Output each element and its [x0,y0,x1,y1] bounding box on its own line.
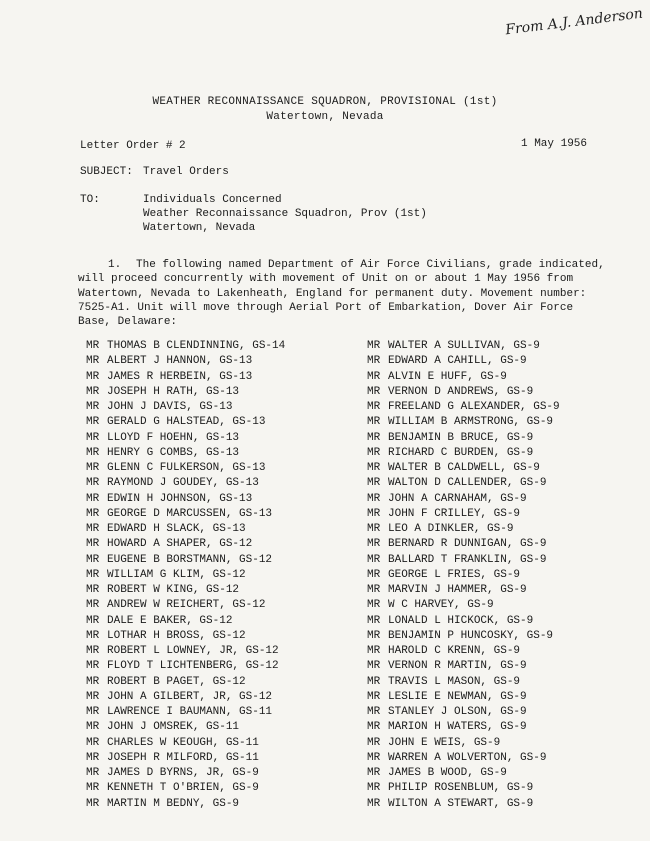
personnel-name: RAYMOND J GOUDEY, GS-13 [107,477,259,490]
personnel-name: LESLIE E NEWMAN, GS-9 [388,690,527,703]
personnel-entry [367,598,637,613]
subject-value: Travel Orders [143,166,229,178]
personnel-title: MR [86,584,100,596]
personnel-title: MR [367,584,381,596]
personnel-title: MR [367,645,381,657]
personnel-name: EDWIN H JOHNSON, GS-13 [107,492,253,505]
personnel-title: MR [86,538,100,551]
personnel-entry [367,339,637,354]
personnel-entry [367,629,637,644]
personnel-title: MR [86,645,100,657]
to-line: Individuals Concerned [143,194,282,206]
personnel-entry [367,461,637,476]
personnel-entry [367,797,637,812]
personnel-name: PHILIP ROSENBLUM, GS-9 [388,782,534,795]
personnel-name: ROBERT B PAGET, GS-12 [107,675,246,688]
personnel-entry [367,675,637,690]
personnel-name: EDWARD A CAHILL, GS-9 [388,355,527,368]
personnel-title: MR [367,751,381,764]
personnel-title: MR [367,416,381,429]
personnel-name: ROBERT L LOWNEY, JR, GS-12 [107,645,279,657]
document-title: WEATHER RECONNAISSANCE SQUADRON, PROVISIONAL (1st) [152,96,498,108]
personnel-title: MR [367,523,381,535]
personnel-entry [86,675,356,690]
personnel-entry [86,736,356,751]
personnel-title: MR [367,767,381,779]
personnel-name: JOHN A CARNAHAM, GS-9 [388,492,527,505]
personnel-entry [86,400,356,415]
personnel-name: WARREN A WOLVERTON, GS-9 [388,751,547,764]
personnel-entry [86,492,356,507]
personnel-name: LONALD L HICKOCK, GS-9 [388,614,534,627]
paragraph-number: 1. [108,259,122,271]
personnel-entry [367,781,637,796]
personnel-title: MR [367,538,381,551]
personnel-title: MR [86,446,100,459]
personnel-entry [367,659,637,674]
personnel-entry [367,553,637,568]
personnel-entry [86,659,356,674]
personnel-name: ALVIN E HUFF, GS-9 [388,370,507,383]
personnel-entry [86,568,356,583]
personnel-name: HAROLD C KRENN, GS-9 [388,645,521,657]
personnel-title: MR [86,767,100,779]
personnel-name: GEORGE D MARCUSSEN, GS-13 [107,507,273,520]
personnel-name: DALE E BAKER, GS-12 [107,614,233,627]
personnel-name: BENJAMIN B BRUCE, GS-9 [388,431,534,444]
personnel-entry [367,644,637,659]
personnel-name: RICHARD C BURDEN, GS-9 [388,446,534,459]
personnel-title: MR [367,721,381,734]
personnel-title: MR [367,660,381,673]
personnel-title: MR [86,660,100,673]
personnel-name: JOSEPH H RATH, GS-13 [107,385,240,398]
personnel-name: GERALD G HALSTEAD, GS-13 [107,416,266,429]
personnel-entry [86,461,356,476]
personnel-name: JAMES D BYRNS, JR, GS-9 [107,767,259,779]
document-location: Watertown, Nevada [266,111,384,123]
order-date: 1 May 1956 [521,138,588,150]
personnel-title: MR [367,614,381,627]
personnel-name: JAMES R HERBEIN, GS-13 [107,370,253,383]
personnel-name: JAMES B WOOD, GS-9 [388,767,507,779]
personnel-name: JOHN F CRILLEY, GS-9 [388,507,521,520]
personnel-name: LEO A DINKLER, GS-9 [388,523,514,535]
personnel-title: MR [86,523,100,535]
personnel-name: THOMAS B CLENDINNING, GS-14 [107,340,286,352]
personnel-entry [86,751,356,766]
personnel-entry [367,415,637,430]
personnel-name: WILLIAM G KLIM, GS-12 [107,568,246,581]
personnel-entry [367,705,637,720]
personnel-name: WILTON A STEWART, GS-9 [388,797,534,810]
personnel-name: WILLIAM B ARMSTRONG, GS-9 [388,416,554,429]
personnel-name: KENNETH T O'BRIEN, GS-9 [107,782,259,795]
personnel-entry [86,766,356,781]
personnel-entry [367,385,637,400]
personnel-name: BENJAMIN P HUNCOSKY, GS-9 [388,629,554,642]
personnel-title: MR [86,492,100,505]
personnel-entry [86,446,356,461]
personnel-entry [367,614,637,629]
personnel-name: BALLARD T FRANKLIN, GS-9 [388,553,547,566]
personnel-entry [367,736,637,751]
personnel-title: MR [86,401,100,413]
personnel-title: MR [367,385,381,398]
personnel-title: MR [367,706,381,718]
personnel-title: MR [367,507,381,520]
personnel-title: MR [86,385,100,398]
personnel-entry [367,492,637,507]
personnel-name: LLOYD F HOEHN, GS-13 [107,431,240,444]
personnel-entry [86,705,356,720]
personnel-title: MR [367,782,381,795]
personnel-entry [86,720,356,735]
personnel-entry [367,476,637,491]
to-line: Watertown, Nevada [143,222,256,234]
personnel-entry [86,507,356,522]
personnel-entry [86,522,356,537]
personnel-title: MR [367,431,381,444]
personnel-entry [367,766,637,781]
personnel-title: MR [367,355,381,368]
personnel-entry [86,370,356,385]
personnel-entry [367,507,637,522]
personnel-name: ALBERT J HANNON, GS-13 [107,355,253,368]
personnel-title: MR [86,355,100,368]
personnel-title: MR [86,614,100,627]
personnel-title: MR [367,568,381,581]
personnel-entry [367,522,637,537]
personnel-title: MR [86,690,100,703]
personnel-entry [86,385,356,400]
paragraph-text: The following named Department of Air Force Civilians, grade indicated, will proceed concurrently with movement of Unit on or about 1 May 1956 from Watertown, Nevada to Lakenheath, England for permanent duty. Movement number: 7525-A1. Unit will move through Aerial Port of Embarkation, Dover Air Force Base, Delaware: [78,259,605,329]
personnel-name: LOTHAR H BROSS, GS-12 [107,629,246,642]
personnel-name: VERNON R MARTIN, GS-9 [388,660,527,673]
personnel-title: MR [86,477,100,490]
personnel-title: MR [367,462,381,474]
personnel-title: MR [86,706,100,718]
personnel-entry [86,629,356,644]
personnel-name: MARTIN M BEDNY, GS-9 [107,797,240,810]
personnel-entry [367,690,637,705]
personnel-title: MR [367,492,381,505]
personnel-name: HENRY G COMBS, GS-13 [107,446,240,459]
personnel-title: MR [86,416,100,429]
personnel-title: MR [86,629,100,642]
personnel-entry [86,339,356,354]
personnel-name: WALTER B CALDWELL, GS-9 [388,462,540,474]
personnel-name: JOHN A GILBERT, JR, GS-12 [107,690,273,703]
personnel-entry [367,354,637,369]
personnel-title: MR [86,782,100,795]
personnel-title: MR [86,751,100,764]
personnel-name: FLOYD T LICHTENBERG, GS-12 [107,660,279,673]
personnel-title: MR [86,431,100,444]
personnel-name: WALTER A SULLIVAN, GS-9 [388,340,540,352]
personnel-name: HOWARD A SHAPER, GS-12 [107,538,253,551]
personnel-title: MR [367,370,381,383]
personnel-title: MR [86,721,100,734]
personnel-title: MR [367,340,381,352]
personnel-title: MR [367,629,381,642]
personnel-title: MR [86,507,100,520]
personnel-entry [86,598,356,613]
personnel-name: MARVIN J HAMMER, GS-9 [388,584,527,596]
personnel-name: LAWRENCE I BAUMANN, GS-11 [107,706,273,718]
personnel-list-right [367,339,637,812]
personnel-name: TRAVIS L MASON, GS-9 [388,675,521,688]
personnel-name: W C HARVEY, GS-9 [388,599,494,612]
personnel-list-left [86,339,356,812]
personnel-entry [86,644,356,659]
personnel-title: MR [86,599,100,612]
personnel-title: MR [86,797,100,810]
personnel-name: BERNARD R DUNNIGAN, GS-9 [388,538,547,551]
to-line: Weather Reconnaissance Squadron, Prov (1st) [143,208,427,220]
personnel-name: JOSEPH R MILFORD, GS-11 [107,751,259,764]
personnel-name: MARION H WATERS, GS-9 [388,721,527,734]
personnel-entry [367,583,637,598]
personnel-name: WALTON D CALLENDER, GS-9 [388,477,547,490]
personnel-entry [367,400,637,415]
personnel-entry [367,537,637,552]
to-label: TO: [80,194,100,206]
personnel-title: MR [367,446,381,459]
personnel-entry [86,553,356,568]
personnel-title: MR [86,675,100,688]
personnel-name: EDWARD H SLACK, GS-13 [107,523,246,535]
personnel-entry [367,720,637,735]
personnel-entry [367,446,637,461]
personnel-title: MR [367,736,381,749]
personnel-title: MR [367,675,381,688]
personnel-entry [86,476,356,491]
personnel-name: VERNON D ANDREWS, GS-9 [388,385,534,398]
personnel-name: ROBERT W KING, GS-12 [107,584,240,596]
personnel-title: MR [86,462,100,474]
personnel-entry [367,751,637,766]
personnel-entry [86,614,356,629]
personnel-entry [86,781,356,796]
personnel-name: CHARLES W KEOUGH, GS-11 [107,736,259,749]
personnel-entry [367,431,637,446]
personnel-entry [86,431,356,446]
personnel-entry [86,583,356,598]
personnel-entry [86,354,356,369]
personnel-entry [367,568,637,583]
personnel-title: MR [86,370,100,383]
subject-label: SUBJECT: [80,166,133,178]
personnel-title: MR [86,340,100,352]
personnel-title: MR [367,477,381,490]
personnel-name: ANDREW W REICHERT, GS-12 [107,599,266,612]
personnel-name: GLENN C FULKERSON, GS-13 [107,462,266,474]
personnel-title: MR [86,568,100,581]
personnel-entry [367,370,637,385]
personnel-name: EUGENE B BORSTMANN, GS-12 [107,553,273,566]
personnel-entry [86,690,356,705]
personnel-name: GEORGE L FRIES, GS-9 [388,568,521,581]
letter-order-number: Letter Order # 2 [80,140,186,152]
personnel-name: JOHN J OMSREK, GS-11 [107,721,240,734]
personnel-name: JOHN J DAVIS, GS-13 [107,401,233,413]
handwritten-annotation: From A.J. Anderson [504,5,644,39]
personnel-title: MR [367,797,381,810]
personnel-entry [86,415,356,430]
order-paragraph [78,258,612,329]
personnel-title: MR [86,553,100,566]
personnel-entry [86,797,356,812]
personnel-name: STANLEY J OLSON, GS-9 [388,706,527,718]
personnel-title: MR [367,690,381,703]
personnel-title: MR [367,553,381,566]
personnel-title: MR [367,401,381,413]
personnel-entry [86,537,356,552]
personnel-title: MR [367,599,381,612]
personnel-title: MR [86,736,100,749]
personnel-name: JOHN E WEIS, GS-9 [388,736,501,749]
personnel-name: FREELAND G ALEXANDER, GS-9 [388,401,560,413]
